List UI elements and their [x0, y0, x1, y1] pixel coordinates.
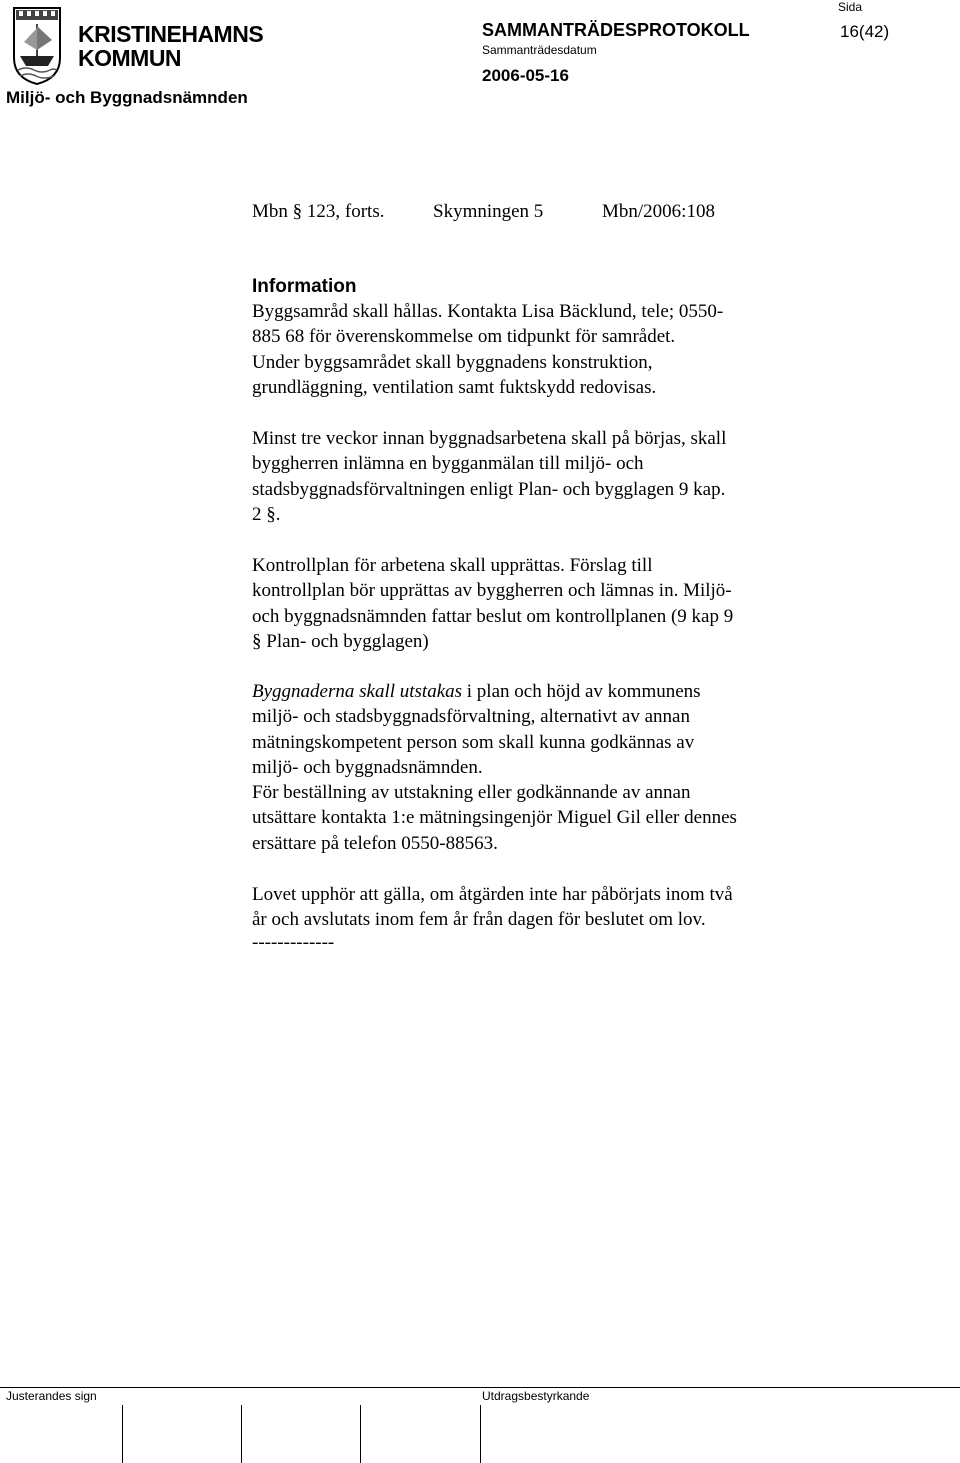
end-marker: ------------- [252, 932, 335, 953]
footer-divider [0, 1387, 960, 1388]
section-heading: Information [252, 276, 357, 297]
page-label: Sida [838, 0, 863, 14]
municipality-crest-logo [12, 6, 62, 86]
staking-rest-text: i plan och höjd av kommunens miljö- och stadsbyggnadsförvaltning, alternativt av annan mätningskompetent person som skall kunna godkännas av miljö- och byggnadsnämnden. För beställning av utstakning eller godkännande av annan utsättare kontakta 1:e mätningsingenjör Miguel Gil eller dennes ersättare på telefon 0550-88563. [252, 681, 737, 854]
meeting-date-label: Sammanträdesdatum [482, 43, 597, 57]
staking-lead-text: Byggnaderna skall utstakas [252, 681, 463, 702]
signature-box-divider [122, 1405, 123, 1463]
committee-name: Miljö- och Byggnadsnämnden [6, 88, 248, 107]
footer-extract-label: Utdragsbestyrkande [482, 1389, 590, 1403]
signature-box-divider [480, 1405, 481, 1463]
page-number: 16(42) [840, 22, 890, 41]
paragraph-control-plan: Kontrollplan för arbetena skall upprättas. Förslag till kontrollplan bör upprättas av byggherren och lämnas in. Miljö- och byggnadsnämnden fattar beslut om kontrollplanen (9 kap 9 § Plan- och bygglagen) [252, 555, 734, 652]
signature-box-divider [360, 1405, 361, 1463]
paragraph-staking [252, 679, 832, 856]
case-reference-line [252, 201, 715, 223]
case-section: Mbn § 123, forts. [252, 201, 385, 222]
logo-wordmark: KRISTINEHAMNS KOMMUN [78, 21, 264, 71]
paragraph-consultation: Byggsamråd skall hållas. Kontakta Lisa Bäcklund, tele; 0550- 885 68 för överenskommelse om tidpunkt för samrådet. Under byggsamrådet skall byggnadens konstruktion, grundläggning, ventilation samt fuktskydd redovisas. [252, 301, 724, 398]
paragraph-building-notice: Minst tre veckor innan byggnadsarbetena skall på börjas, skall byggherren inlämna en bygganmälan till miljö- och stadsbyggnadsförvaltningen enligt Plan- och bygglagen 9 kap. 2 §. [252, 428, 727, 525]
signature-box-divider [241, 1405, 242, 1463]
footer-sign-label: Justerandes sign [6, 1389, 97, 1403]
case-property: Skymningen 5 [433, 201, 544, 222]
case-number: Mbn/2006:108 [602, 201, 715, 222]
paragraph-permit-validity: Lovet upphör att gälla, om åtgärden inte har påbörjats inom två år och avslutats inom fem år från dagen för beslutet om lov. [252, 884, 733, 931]
document-type-title: SAMMANTRÄDESPROTOKOLL [482, 20, 750, 40]
meeting-date-value: 2006-05-16 [482, 66, 569, 85]
